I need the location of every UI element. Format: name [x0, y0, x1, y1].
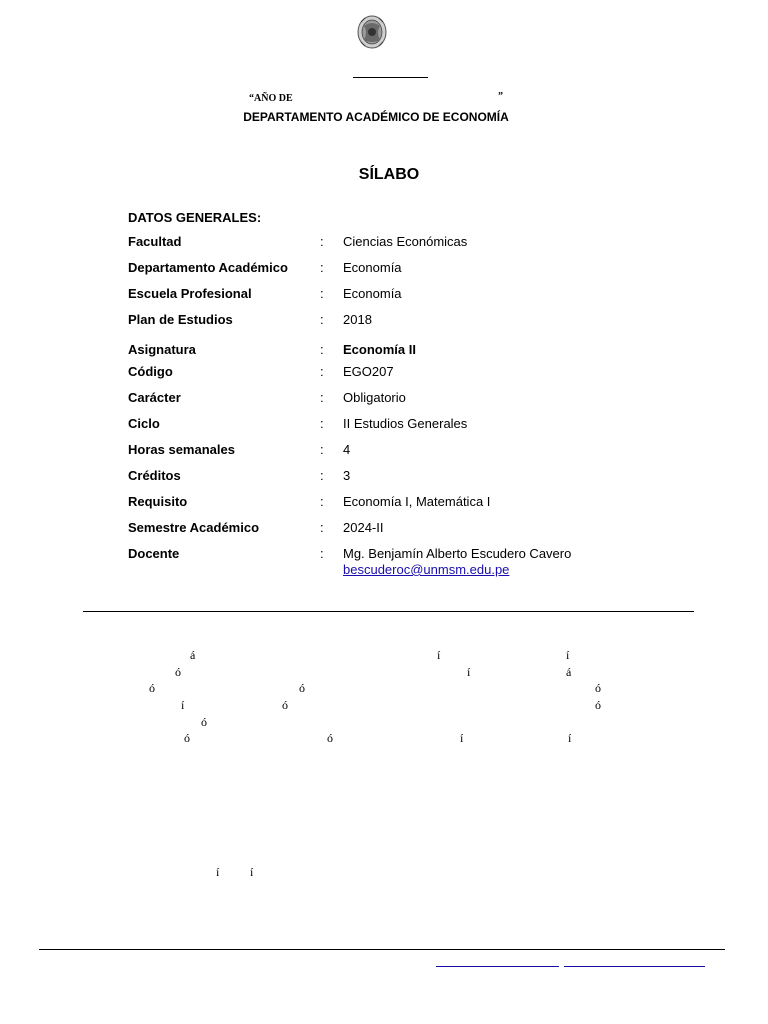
glyph: í: [216, 865, 220, 879]
glyph: ó: [282, 698, 288, 712]
row-value: 2024-II: [343, 520, 384, 535]
row-label: Asignatura: [128, 342, 196, 357]
glyph: ó: [201, 715, 207, 729]
row-value: 3: [343, 468, 351, 483]
general-data-row: [128, 286, 648, 304]
glyph: á: [566, 665, 572, 679]
glyph: í: [181, 698, 185, 712]
row-value: Obligatorio: [343, 390, 406, 405]
row-label: Facultad: [128, 234, 182, 249]
footer-rule: [39, 949, 725, 950]
row-label: Semestre Académico: [128, 520, 260, 535]
row-label: Horas semanales: [128, 442, 235, 457]
row-value: II Estudios Generales: [343, 416, 468, 431]
row-colon: :: [320, 416, 324, 431]
glyph: ó: [595, 698, 601, 712]
glyph: í: [460, 731, 464, 745]
glyph: ó: [595, 681, 601, 695]
year-motto-close: ”: [498, 91, 503, 102]
instructor-email-link[interactable]: bescuderoc@unmsm.edu.pe: [343, 562, 510, 577]
glyph: ó: [175, 665, 181, 679]
university-seal-logo: [356, 14, 388, 50]
department-heading: DEPARTAMENTO ACADÉMICO DE ECONOMÍA: [243, 110, 509, 124]
row-label: Código: [128, 364, 173, 379]
row-label: Carácter: [128, 390, 181, 405]
row-value: Ciencias Económicas: [343, 234, 468, 249]
row-value: EGO207: [343, 364, 394, 379]
row-label: Ciclo: [128, 416, 160, 431]
general-data-row: [128, 260, 648, 278]
row-value: Economía: [343, 260, 402, 275]
general-data-row: [128, 234, 648, 252]
row-colon: :: [320, 494, 324, 509]
row-label: Créditos: [128, 468, 181, 483]
general-data-row: [128, 312, 648, 330]
row-colon: :: [320, 342, 324, 357]
row-colon: :: [320, 546, 324, 561]
general-data-row: [128, 390, 648, 408]
glyph: í: [568, 731, 572, 745]
glyph: ó: [327, 731, 333, 745]
glyph: ó: [299, 681, 305, 695]
row-label: Docente: [128, 546, 180, 561]
row-label: Departamento Académico: [128, 260, 288, 275]
footer-link-underline[interactable]: [564, 966, 705, 967]
row-value: Economía: [343, 286, 402, 301]
row-colon: :: [320, 234, 324, 249]
year-motto-open: “AÑO DE: [249, 93, 293, 104]
footer-link-underline[interactable]: [436, 966, 559, 967]
general-data-row: [128, 520, 648, 538]
section-divider: [83, 611, 694, 612]
row-colon: :: [320, 442, 324, 457]
general-data-row: [128, 494, 648, 512]
general-data-row: [128, 468, 648, 486]
row-label: Plan de Estudios: [128, 312, 233, 327]
row-label: Escuela Profesional: [128, 286, 252, 301]
glyph: á: [190, 648, 196, 662]
general-data-row: [128, 342, 648, 360]
row-colon: :: [320, 364, 324, 379]
row-value: 2018: [343, 312, 372, 327]
general-data-heading: DATOS GENERALES:: [128, 210, 262, 225]
glyph: í: [566, 648, 570, 662]
row-value: Economía II: [343, 342, 416, 357]
row-value: 4: [343, 442, 351, 457]
glyph: í: [250, 865, 254, 879]
row-colon: :: [320, 468, 324, 483]
row-colon: :: [320, 390, 324, 405]
header-rule: [353, 77, 428, 78]
general-data-row: [128, 442, 648, 460]
glyph: í: [437, 648, 441, 662]
glyph: í: [467, 665, 471, 679]
general-data-row: [128, 364, 648, 382]
glyph: ó: [184, 731, 190, 745]
general-data-row: [128, 416, 648, 434]
row-colon: :: [320, 260, 324, 275]
row-colon: :: [320, 312, 324, 327]
row-colon: :: [320, 520, 324, 535]
document-title: SÍLABO: [358, 166, 420, 183]
row-colon: :: [320, 286, 324, 301]
row-label: Requisito: [128, 494, 188, 509]
row-value: Mg. Benjamín Alberto Escudero Cavero: [343, 546, 572, 561]
row-value: Economía I, Matemática I: [343, 494, 491, 509]
glyph: ó: [149, 681, 155, 695]
